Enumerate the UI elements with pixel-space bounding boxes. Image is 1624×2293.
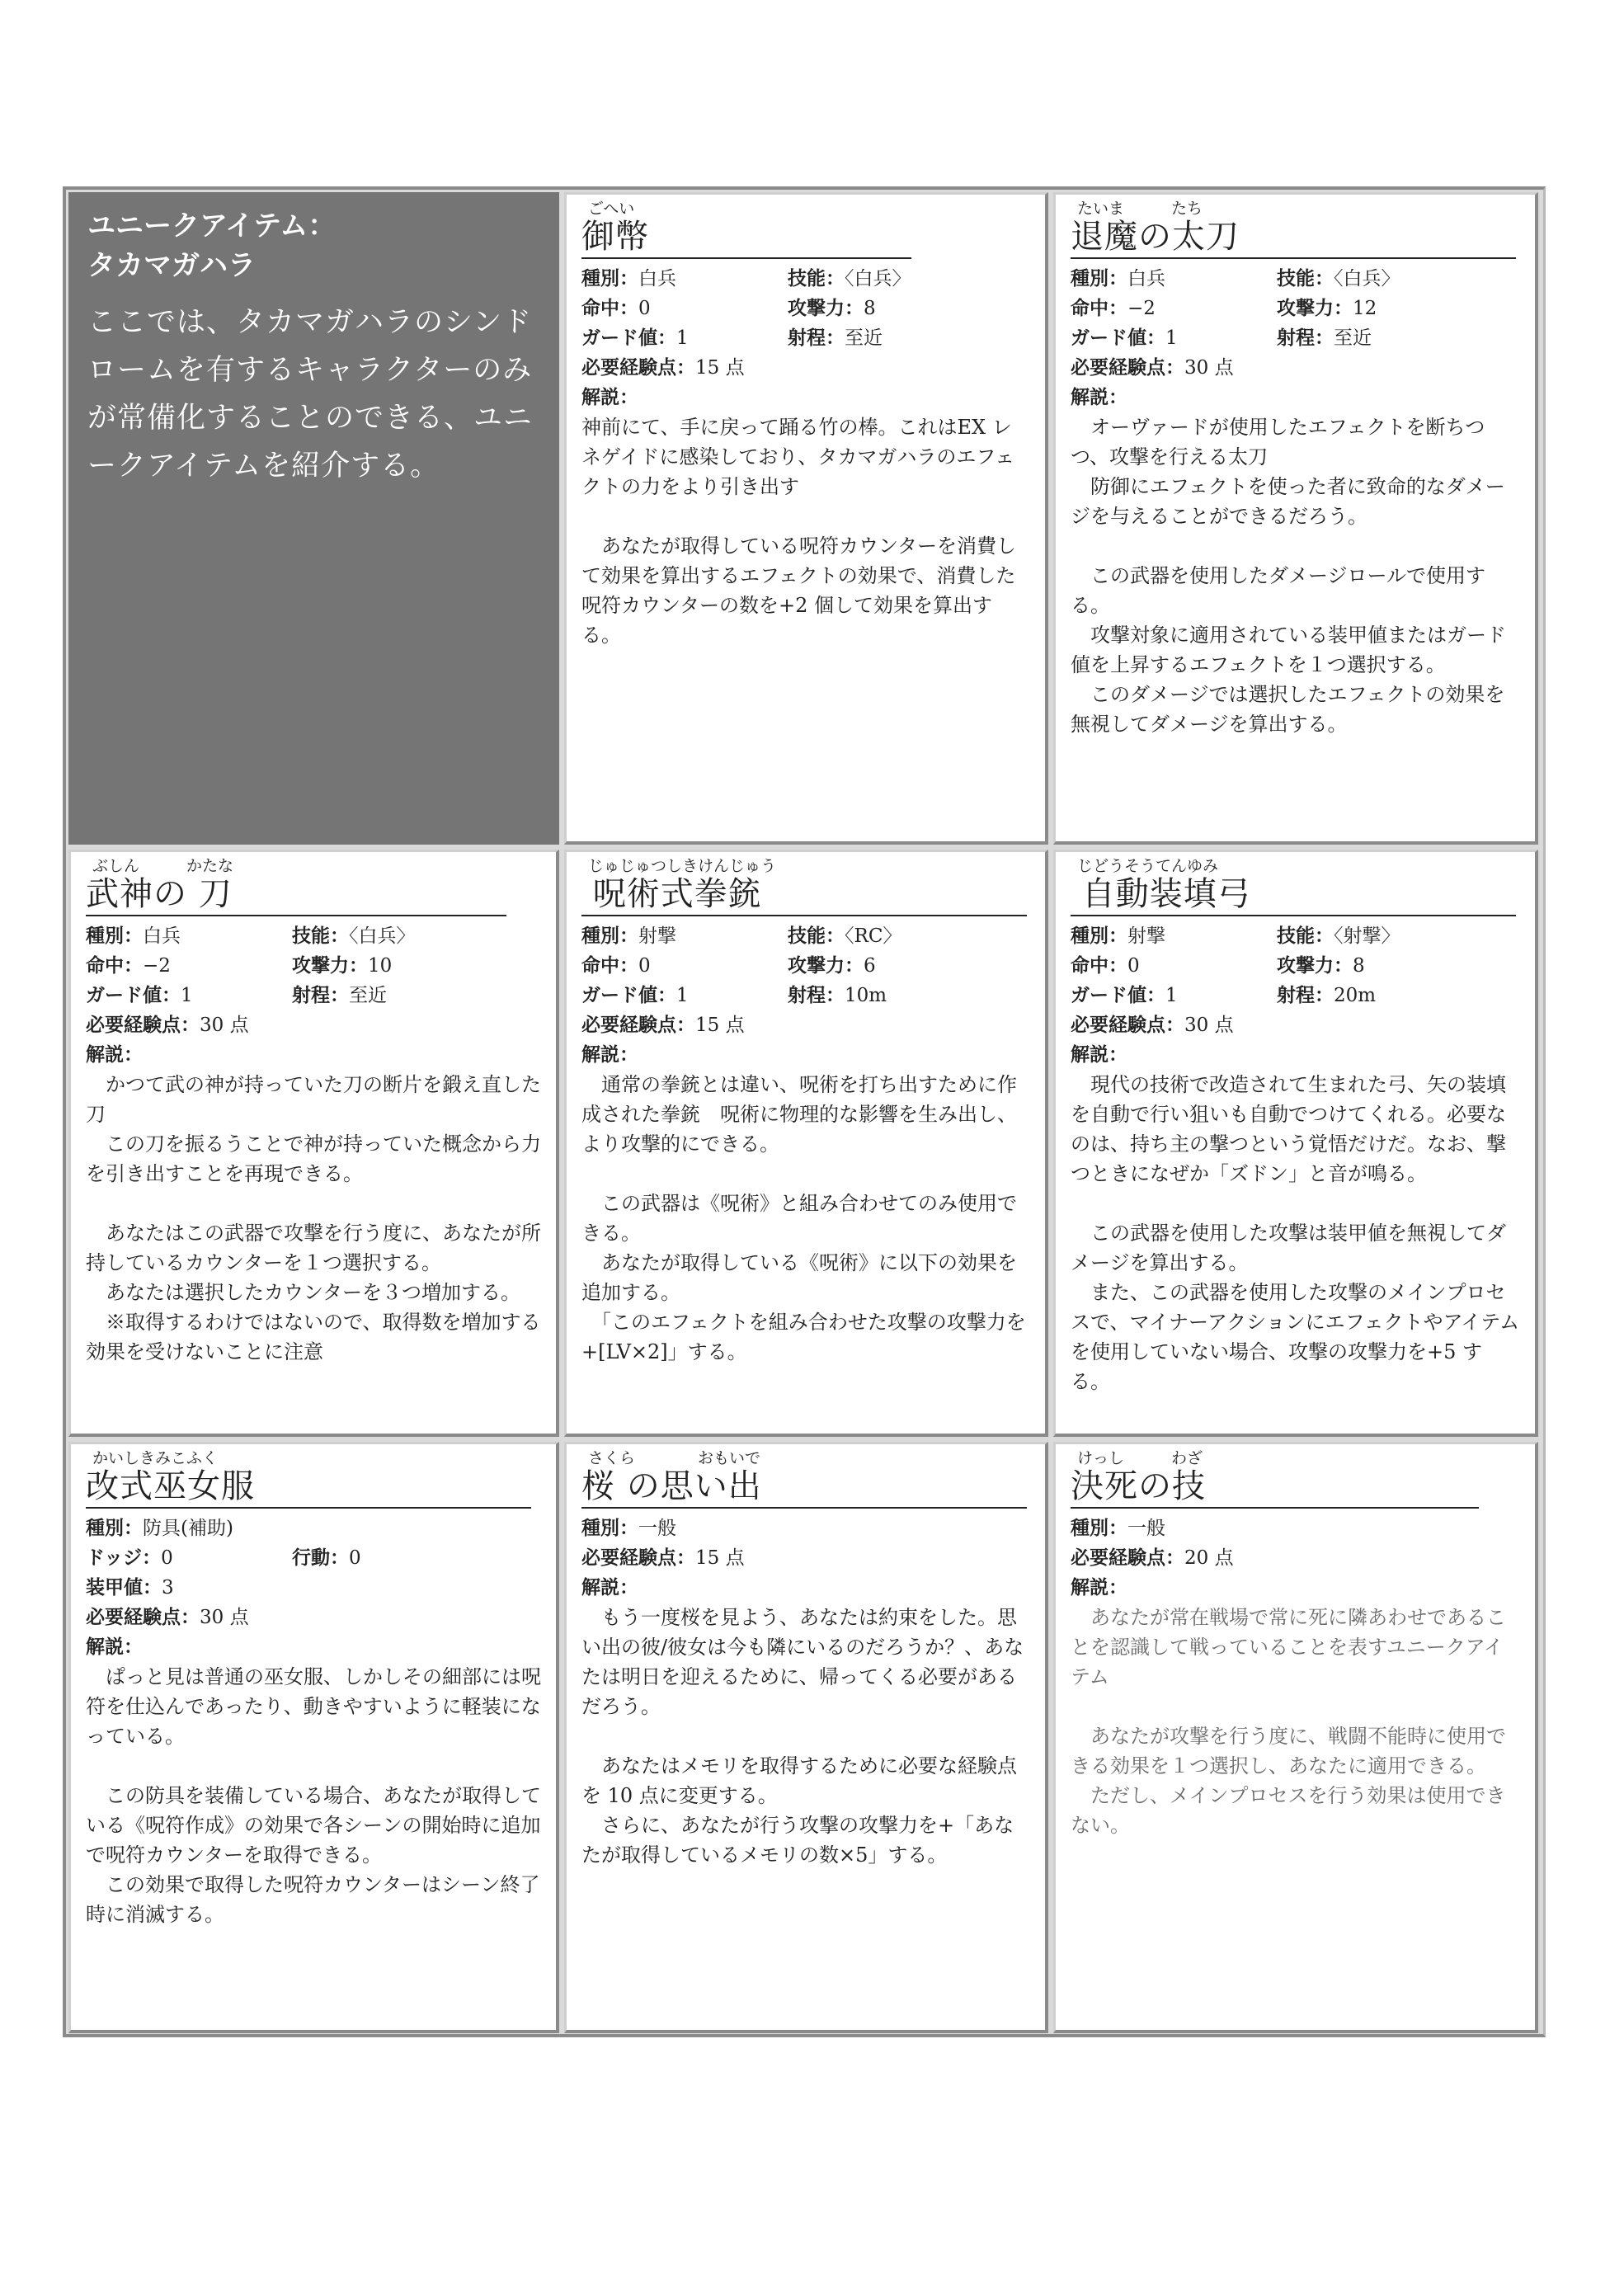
- item-card-bushin-no-katana: [68, 850, 559, 1437]
- value-dodge: 0: [161, 1547, 173, 1569]
- item-card-kesshi-no-waza: [1053, 1442, 1538, 2033]
- label-type: 種別：: [581, 925, 638, 947]
- label-desc: 解説：: [1071, 1576, 1127, 1599]
- item-description: ぱっと見は普通の巫女服、しかしその細部には呪符を仕込んであったり、動きやすいように軽装になっている。 この防具を装備している場合、あなたが取得している《呪符作成》の効果で各シーンの開始時に追加で呪符カウンターを取得できる。 この効果で取得した呪符カウンターはシーン終了時に消滅する。: [86, 1665, 541, 1926]
- label-skill: 技能：: [1277, 925, 1334, 947]
- label-exp: 必要経験点：: [581, 1014, 695, 1036]
- value-skill: 〈白兵〉: [349, 925, 416, 947]
- item-title: 呪術式拳銃: [581, 875, 1027, 916]
- value-guard: 1: [676, 327, 689, 349]
- label-guard: ガード値：: [86, 984, 181, 1006]
- item-description: あなたが常在戦場で常に死に隣あわせであることを認識して戦っていることを表すユニークアイテム あなたが攻撃を行う度に、戦闘不能時に使用できる効果を１つ選択し、あなたに適用できる。 ただし、メインプロセスを行う効果は使用できない。: [1071, 1606, 1506, 1837]
- item-card-kaishiki-mikofuku: [68, 1442, 559, 2033]
- value-accuracy: 0: [638, 298, 651, 319]
- item-grid: [63, 186, 1546, 2037]
- intro-title-line2: タカマガハラ: [87, 249, 256, 282]
- value-attack: 12: [1353, 298, 1377, 319]
- item-description: オーヴァードが使用したエフェクトを断ちつつ、攻撃を行える太刀 防御にエフェクトを使った者に致命的なダメージを与えることができるだろう。 この武器を使用したダメージロールで使用する。 攻撃対象に適用されている装甲値またはガード値を上昇するエフェクトを１つ選択する。 このダメージでは選択したエフェクトの効果を無視してダメージを算出する。: [1071, 416, 1506, 736]
- value-type: 白兵: [638, 268, 676, 290]
- value-accuracy: −2: [143, 955, 171, 977]
- item-title: 御幣: [581, 218, 911, 259]
- item-stats: [1071, 264, 1520, 412]
- value-type: 白兵: [1127, 268, 1165, 290]
- value-type: 一般: [1127, 1518, 1165, 1539]
- item-stats: [1071, 1514, 1520, 1603]
- item-card-taima-no-tachi: [1053, 192, 1538, 845]
- value-type: 防具(補助): [143, 1518, 233, 1539]
- value-range: 至近: [845, 327, 883, 349]
- item-title: 退魔の太刀: [1071, 218, 1516, 259]
- intro-title: [87, 206, 539, 285]
- value-range: 20m: [1334, 985, 1377, 1006]
- item-ruby: ぶしん かたな: [92, 857, 234, 875]
- label-type: 種別：: [1071, 1517, 1127, 1539]
- item-title: 決死の技: [1071, 1467, 1479, 1509]
- value-exp: 30 点: [1184, 1015, 1234, 1036]
- item-stats: [1071, 921, 1520, 1070]
- value-range: 至近: [349, 985, 387, 1006]
- label-attack: 攻撃力：: [1277, 297, 1353, 319]
- value-exp: 30 点: [200, 1607, 249, 1628]
- label-skill: 技能：: [788, 925, 845, 947]
- value-exp: 15 点: [695, 357, 745, 379]
- item-ruby: けっし わざ: [1077, 1449, 1203, 1467]
- item-ruby: さくら おもいで: [588, 1449, 761, 1467]
- label-type: 種別：: [1071, 925, 1127, 947]
- label-exp: 必要経験点：: [86, 1606, 200, 1628]
- item-stats: [86, 1514, 541, 1662]
- value-attack: 6: [864, 955, 876, 977]
- label-exp: 必要経験点：: [1071, 1547, 1184, 1569]
- value-skill: 〈射撃〉: [1334, 925, 1400, 947]
- item-stats: [581, 921, 1030, 1070]
- item-title: 自動装填弓: [1071, 875, 1516, 916]
- label-type: 種別：: [86, 1517, 143, 1539]
- item-ruby: たいま たち: [1077, 200, 1203, 218]
- value-skill: 〈白兵〉: [845, 268, 911, 290]
- label-desc: 解説：: [581, 1043, 638, 1066]
- value-attack: 8: [864, 298, 876, 319]
- label-accuracy: 命中：: [1071, 297, 1127, 319]
- value-exp: 15 点: [695, 1015, 745, 1036]
- value-guard: 1: [676, 985, 689, 1006]
- item-ruby: かいしきみこふく: [92, 1449, 219, 1467]
- label-type: 種別：: [1071, 267, 1127, 290]
- label-desc: 解説：: [86, 1043, 143, 1066]
- label-exp: 必要経験点：: [86, 1014, 200, 1036]
- value-range: 至近: [1334, 327, 1372, 349]
- item-title: 桜 の思い出: [581, 1467, 1027, 1509]
- value-guard: 1: [1165, 327, 1178, 349]
- label-exp: 必要経験点：: [1071, 1014, 1184, 1036]
- intro-title-line1: ユニークアイテム：: [87, 210, 337, 242]
- label-dodge: ドッジ：: [86, 1547, 162, 1569]
- item-description: もう一度桜を見よう、あなたは約束をした。思い出の彼/彼女は今も隣にいるのだろうか？、あなたは明日を迎えるために、帰ってくる必要があるだろう。 あなたはメモリを取得するために必要な経験点を 10 点に変更する。 さらに、あなたが行う攻撃の攻撃力を+「あなたが取得しているメモリの数×5」する。: [581, 1606, 1024, 1867]
- value-accuracy: 0: [638, 955, 651, 977]
- label-attack: 攻撃力：: [292, 954, 368, 977]
- label-guard: ガード値：: [581, 984, 676, 1006]
- value-exp: 30 点: [1184, 357, 1234, 379]
- label-range: 射程：: [788, 984, 845, 1006]
- intro-body: ここでは、タカマガハラのシンドロームを有するキャラクターのみが常備化することのできる、ユニークアイテムを紹介する。: [87, 306, 534, 483]
- item-ruby: じゅじゅつしきけんじゅう: [588, 857, 777, 875]
- item-card-jidou-souten-yumi: [1053, 850, 1538, 1437]
- label-attack: 攻撃力：: [788, 297, 864, 319]
- value-skill: 〈RC〉: [845, 925, 902, 947]
- item-card-sakura-no-omoide: [564, 1442, 1048, 2033]
- value-armor: 3: [162, 1577, 174, 1599]
- value-range: 10m: [845, 985, 887, 1006]
- label-desc: 解説：: [581, 386, 638, 408]
- label-skill: 技能：: [1277, 267, 1334, 290]
- label-desc: 解説：: [1071, 386, 1127, 408]
- value-type: 射撃: [638, 925, 676, 947]
- item-ruby: じどうそうてんゆみ: [1077, 857, 1219, 875]
- label-desc: 解説：: [86, 1636, 143, 1658]
- label-action: 行動：: [292, 1547, 349, 1569]
- value-exp: 20 点: [1184, 1547, 1234, 1569]
- item-title: 武神の 刀: [86, 875, 506, 916]
- label-exp: 必要経験点：: [581, 356, 695, 379]
- label-skill: 技能：: [788, 267, 845, 290]
- value-attack: 10: [368, 955, 393, 977]
- label-attack: 攻撃力：: [788, 954, 864, 977]
- label-skill: 技能：: [292, 925, 349, 947]
- value-guard: 1: [181, 985, 193, 1006]
- label-exp: 必要経験点：: [581, 1547, 695, 1569]
- label-range: 射程：: [292, 984, 349, 1006]
- label-guard: ガード値：: [1071, 327, 1165, 349]
- label-accuracy: 命中：: [86, 954, 143, 977]
- value-type: 白兵: [143, 925, 181, 947]
- value-accuracy: 0: [1127, 955, 1140, 977]
- item-card-jujutsushiki-kenjuu: [564, 850, 1048, 1437]
- label-range: 射程：: [788, 327, 845, 349]
- label-range: 射程：: [1277, 327, 1334, 349]
- label-attack: 攻撃力：: [1277, 954, 1353, 977]
- item-card-gohei: [564, 192, 1048, 845]
- label-type: 種別：: [86, 925, 143, 947]
- item-description: 神前にて、手に戻って踊る竹の棒。これはEX レネゲイドに感染しており、タカマガハラのエフェクトの力をより引き出す あなたが取得している呪符カウンターを消費して効果を算出するエフェクトの効果で、消費した呪符カウンターの数を+2 個して効果を算出する。: [581, 416, 1017, 647]
- intro-card: [68, 192, 559, 845]
- value-skill: 〈白兵〉: [1334, 268, 1400, 290]
- item-title: 改式巫女服: [86, 1467, 531, 1509]
- label-armor: 装甲値：: [86, 1576, 162, 1599]
- value-type: 一般: [638, 1518, 676, 1539]
- item-ruby: ごへい: [588, 200, 635, 218]
- item-description: 現代の技術で改造されて生まれた弓、矢の装填を自動で行い狙いも自動でつけてくれる。必要なのは、持ち主の撃つという覚悟だけだ。なお、撃つときになぜか「ズドン」と音が鳴る。 この武器を使用した攻撃は装甲値を無視してダメージを算出する。 また、この武器を使用した攻撃のメインプロセスで、マイナーアクションにエフェクトやアイテムを使用していない場合、攻撃の攻撃力を+5 する。: [1071, 1073, 1520, 1393]
- value-guard: 1: [1165, 985, 1178, 1006]
- value-exp: 15 点: [695, 1547, 745, 1569]
- label-type: 種別：: [581, 1517, 638, 1539]
- label-desc: 解説：: [1071, 1043, 1127, 1066]
- value-accuracy: −2: [1127, 298, 1156, 319]
- value-attack: 8: [1353, 955, 1365, 977]
- item-description: 通常の拳銃とは違い、呪術を打ち出すために作成された拳銃 呪術に物理的な影響を生み出し、より攻撃的にできる。 この武器は《呪術》と組み合わせてのみ使用できる。 あなたが取得している《呪術》に以下の効果を追加する。 「このエフェクトを組み合わせた攻撃の攻撃力を+[LV×2]」する。: [581, 1073, 1026, 1363]
- value-exp: 30 点: [200, 1015, 249, 1036]
- label-guard: ガード値：: [1071, 984, 1165, 1006]
- item-description: かつて武の神が持っていた刀の断片を鍛え直した刀 この刀を振るうことで神が持っていた概念から力を引き出すことを再現できる。 あなたはこの武器で攻撃を行う度に、あなたが所持しているカウンターを１つ選択する。 あなたは選択したカウンターを３つ増加する。 ※取得するわけではないので、取得数を増加する効果を受けないことに注意: [86, 1073, 541, 1363]
- item-stats: [86, 921, 541, 1070]
- label-desc: 解説：: [581, 1576, 638, 1599]
- label-accuracy: 命中：: [581, 297, 638, 319]
- value-action: 0: [349, 1547, 361, 1569]
- label-exp: 必要経験点：: [1071, 356, 1184, 379]
- item-stats: [581, 1514, 1030, 1603]
- label-accuracy: 命中：: [1071, 954, 1127, 977]
- label-guard: ガード値：: [581, 327, 676, 349]
- label-type: 種別：: [581, 267, 638, 290]
- label-range: 射程：: [1277, 984, 1334, 1006]
- label-accuracy: 命中：: [581, 954, 638, 977]
- item-stats: [581, 264, 1030, 412]
- value-type: 射撃: [1127, 925, 1165, 947]
